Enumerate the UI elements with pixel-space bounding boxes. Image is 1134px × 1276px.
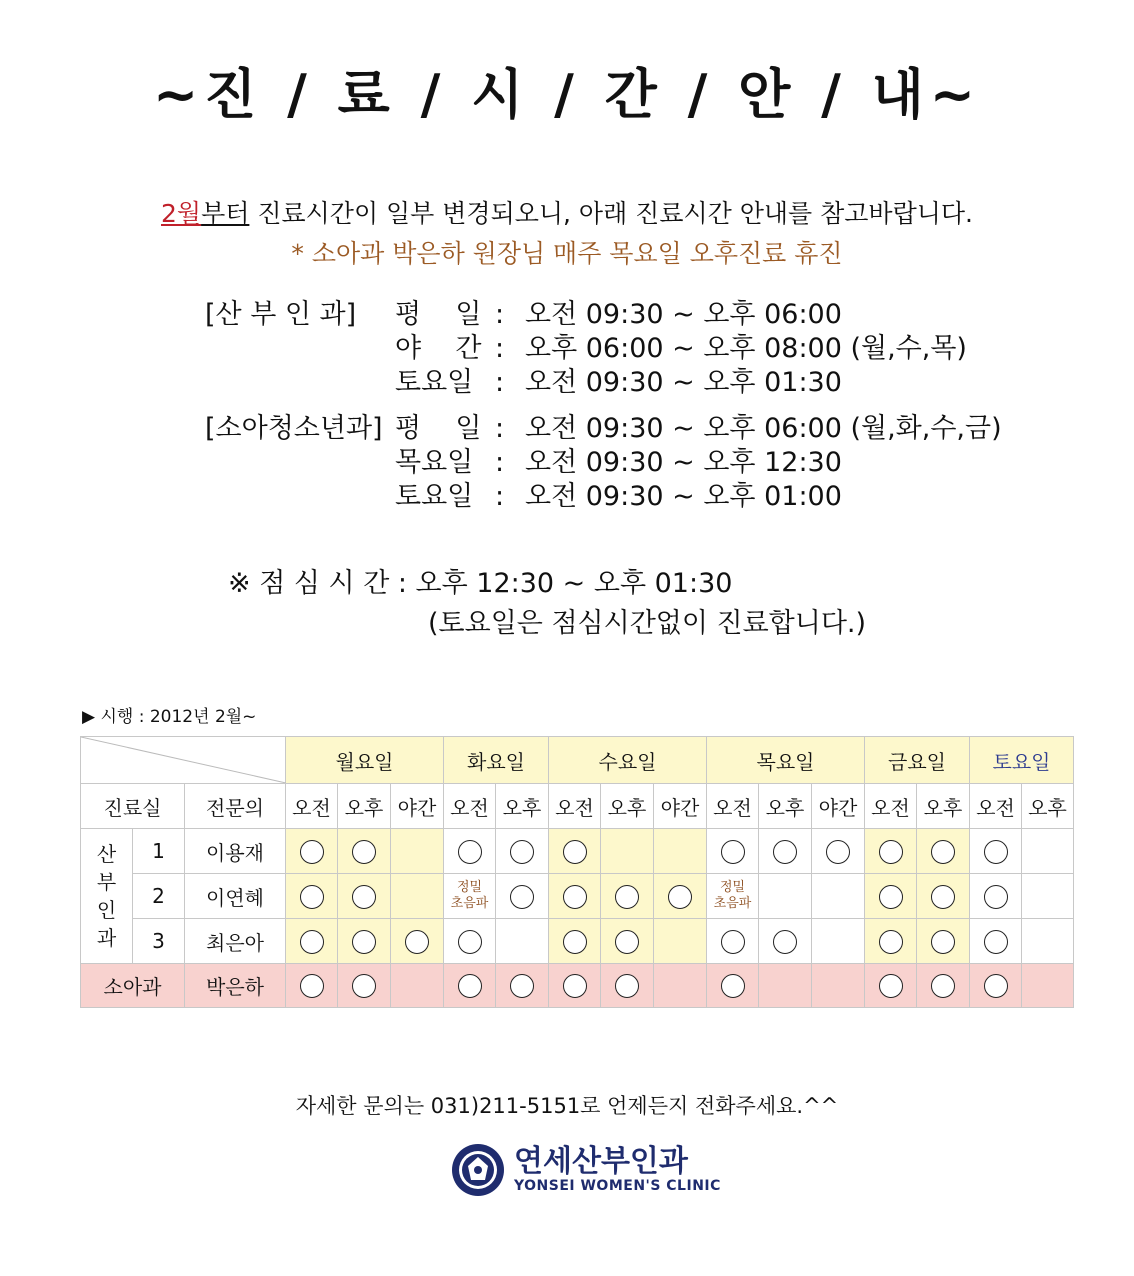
slot-cell <box>812 964 865 1008</box>
hours-day: 토요일 <box>395 367 474 398</box>
slot-cell <box>391 919 444 964</box>
hours-colon: : <box>495 413 505 444</box>
ultrasound-note: 초음파 <box>713 896 752 911</box>
available-circle-icon <box>458 974 482 998</box>
available-circle-icon <box>300 840 324 864</box>
slot-cell <box>970 919 1022 964</box>
notice-month: 2월 <box>161 199 202 228</box>
slot-cell <box>286 874 338 919</box>
day-header: 수요일 <box>549 737 707 784</box>
logo-text <box>514 1146 721 1194</box>
slot-cell <box>549 874 601 919</box>
slot-cell <box>707 829 759 874</box>
slot-cell <box>865 964 917 1008</box>
slot-cell <box>338 829 391 874</box>
slot-cell <box>549 964 601 1008</box>
slot-header: 오후 <box>1022 784 1074 829</box>
notice-text: 진료시간이 일부 변경되오니, 아래 진료시간 안내를 참고바랍니다. <box>249 199 973 228</box>
available-circle-icon <box>773 930 797 954</box>
available-circle-icon <box>510 974 534 998</box>
slot-cell <box>707 919 759 964</box>
slot-header: 오전 <box>286 784 338 829</box>
slot-cell <box>759 919 812 964</box>
slot-cell <box>970 874 1022 919</box>
available-circle-icon <box>615 885 639 909</box>
contact-footer: 자세한 문의는 031)211-5151로 언제든지 전화주세요.^^ <box>295 1094 839 1118</box>
available-circle-icon <box>352 885 376 909</box>
hours-row <box>205 298 1002 332</box>
doctor-name: 이연혜 <box>185 874 286 919</box>
available-circle-icon <box>300 885 324 909</box>
effective-date: ▶ 시행 : 2012년 2월~ <box>82 707 257 727</box>
hours-colon: : <box>495 333 505 364</box>
available-circle-icon <box>300 930 324 954</box>
available-circle-icon <box>563 930 587 954</box>
slot-cell <box>654 919 707 964</box>
slot-cell <box>286 919 338 964</box>
hours-dept <box>205 332 395 366</box>
logo-english: YONSEI WOMEN'S CLINIC <box>514 1178 721 1194</box>
slot-cell <box>1022 829 1074 874</box>
slot-header: 오전 <box>707 784 759 829</box>
slot-cell <box>286 829 338 874</box>
available-circle-icon <box>352 974 376 998</box>
slot-header: 오후 <box>917 784 970 829</box>
slot-cell <box>865 829 917 874</box>
hours-colon: : <box>495 367 505 398</box>
available-circle-icon <box>300 974 324 998</box>
slot-cell <box>496 874 549 919</box>
slot-cell <box>601 964 654 1008</box>
ultrasound-note: 정밀 <box>719 880 746 895</box>
slot-cell <box>917 829 970 874</box>
available-circle-icon <box>721 974 745 998</box>
lunch-note: (토요일은 점심시간없이 진료합니다.) <box>428 608 867 639</box>
slot-header: 오전 <box>865 784 917 829</box>
hours-day: 평 일 <box>395 299 482 330</box>
available-circle-icon <box>563 840 587 864</box>
room-number: 3 <box>133 919 185 964</box>
day-header: 목요일 <box>707 737 865 784</box>
day-header: 월요일 <box>286 737 444 784</box>
slot-cell <box>1022 919 1074 964</box>
slot-header: 오후 <box>338 784 391 829</box>
available-circle-icon <box>984 840 1008 864</box>
hours-time: 오전 09:30 ~ 오후 06:00 (월,화,수,금) <box>525 413 1002 444</box>
slot-header: 오전 <box>549 784 601 829</box>
slot-cell <box>812 829 865 874</box>
slot-cell <box>444 829 496 874</box>
hours-dept: [산 부 인 과] <box>205 299 357 330</box>
page-title: ~진 / 료 / 시 / 간 / 안 / 내~ <box>152 63 982 126</box>
slot-cell <box>759 829 812 874</box>
room-number: 2 <box>133 874 185 919</box>
slot-cell <box>654 964 707 1008</box>
available-circle-icon <box>931 840 955 864</box>
available-circle-icon <box>879 840 903 864</box>
room-header: 진료실 <box>81 784 185 829</box>
lunch-time: ※ 점 심 시 간 : 오후 12:30 ~ 오후 01:30 <box>228 568 733 599</box>
slot-cell <box>917 964 970 1008</box>
hours-day: 토요일 <box>395 481 474 512</box>
slot-cell <box>812 874 865 919</box>
hours-row <box>205 446 1002 480</box>
slot-cell <box>338 964 391 1008</box>
hours-day: 목요일 <box>395 447 474 478</box>
dept-obgyn <box>81 829 133 964</box>
available-circle-icon <box>721 930 745 954</box>
slot-cell <box>391 874 444 919</box>
hours-colon: : <box>495 481 505 512</box>
hours-block <box>205 298 1002 514</box>
hours-dept <box>205 446 395 480</box>
available-circle-icon <box>931 930 955 954</box>
corner-cell <box>81 737 286 784</box>
available-circle-icon <box>510 840 534 864</box>
slot-cell <box>391 829 444 874</box>
schedule-table <box>80 736 1074 1008</box>
available-circle-icon <box>510 885 534 909</box>
ultrasound-note: 초음파 <box>450 896 489 911</box>
slot-cell <box>549 919 601 964</box>
slot-cell <box>970 964 1022 1008</box>
notice-sub: * 소아과 박은하 원장님 매주 목요일 오후진료 휴진 <box>291 239 843 268</box>
slot-header: 야간 <box>654 784 707 829</box>
slot-cell-note <box>707 874 759 919</box>
slot-cell <box>286 964 338 1008</box>
slot-header: 오후 <box>759 784 812 829</box>
hours-row <box>205 480 1002 514</box>
hours-row <box>205 412 1002 446</box>
slot-cell <box>865 919 917 964</box>
slot-cell <box>496 919 549 964</box>
day-header-saturday: 토요일 <box>970 737 1074 784</box>
slot-cell <box>865 874 917 919</box>
corner-diagonal <box>81 737 286 783</box>
slot-cell <box>707 964 759 1008</box>
available-circle-icon <box>984 930 1008 954</box>
available-circle-icon <box>826 840 850 864</box>
yonsei-seal-icon <box>450 1142 506 1198</box>
dept-char: 인 <box>96 898 117 922</box>
available-circle-icon <box>615 974 639 998</box>
hours-row <box>205 366 1002 400</box>
hours-dept <box>205 366 395 400</box>
slot-cell <box>549 829 601 874</box>
slot-header: 오전 <box>970 784 1022 829</box>
hours-group-obgyn <box>205 298 1002 400</box>
slot-cell <box>917 919 970 964</box>
logo-korean: 연세산부인과 <box>514 1144 688 1179</box>
hours-time: 오전 09:30 ~ 오후 01:00 <box>525 481 842 512</box>
slot-cell <box>970 829 1022 874</box>
hours-colon: : <box>495 447 505 478</box>
dept-char: 부 <box>96 870 117 894</box>
available-circle-icon <box>879 930 903 954</box>
slot-cell <box>759 964 812 1008</box>
available-circle-icon <box>352 930 376 954</box>
dept-char: 과 <box>96 926 117 950</box>
available-circle-icon <box>879 974 903 998</box>
available-circle-icon <box>405 930 429 954</box>
doctor-name: 이용재 <box>185 829 286 874</box>
slot-cell <box>917 874 970 919</box>
room-number: 1 <box>133 829 185 874</box>
doctor-name: 박은하 <box>185 964 286 1008</box>
slot-cell <box>338 919 391 964</box>
doctor-header: 전문의 <box>185 784 286 829</box>
available-circle-icon <box>879 885 903 909</box>
slot-cell <box>1022 874 1074 919</box>
hours-dept <box>205 480 395 514</box>
slot-cell <box>601 829 654 874</box>
notice-from: 부터 <box>201 199 250 228</box>
slot-cell <box>496 964 549 1008</box>
hours-group-peds <box>205 412 1002 514</box>
day-header: 금요일 <box>865 737 970 784</box>
available-circle-icon <box>931 885 955 909</box>
ultrasound-note: 정밀 <box>456 880 483 895</box>
slot-cell <box>444 964 496 1008</box>
slot-cell <box>654 829 707 874</box>
slot-cell <box>391 964 444 1008</box>
hours-dept: [소아청소년과] <box>205 413 383 444</box>
slot-cell <box>1022 964 1074 1008</box>
slot-cell <box>338 874 391 919</box>
slot-header: 오후 <box>601 784 654 829</box>
slot-header: 오전 <box>444 784 496 829</box>
available-circle-icon <box>931 974 955 998</box>
slot-header: 오후 <box>496 784 549 829</box>
slot-header: 야간 <box>812 784 865 829</box>
available-circle-icon <box>984 974 1008 998</box>
slot-cell <box>601 919 654 964</box>
hours-time: 오전 09:30 ~ 오후 01:30 <box>525 367 842 398</box>
available-circle-icon <box>563 974 587 998</box>
clinic-logo <box>450 1142 721 1198</box>
available-circle-icon <box>458 930 482 954</box>
dept-char: 산 <box>96 842 117 866</box>
available-circle-icon <box>984 885 1008 909</box>
available-circle-icon <box>458 840 482 864</box>
slot-cell-note <box>444 874 496 919</box>
available-circle-icon <box>668 885 692 909</box>
slot-cell <box>654 874 707 919</box>
available-circle-icon <box>352 840 376 864</box>
dept-peds: 소아과 <box>81 964 185 1008</box>
hours-day: 야 간 <box>395 333 482 364</box>
hours-colon: : <box>495 299 505 330</box>
hours-time: 오전 09:30 ~ 오후 06:00 <box>525 299 842 330</box>
slot-cell <box>496 829 549 874</box>
day-header: 화요일 <box>444 737 549 784</box>
slot-cell <box>444 919 496 964</box>
hours-row <box>205 332 1002 366</box>
available-circle-icon <box>563 885 587 909</box>
available-circle-icon <box>615 930 639 954</box>
available-circle-icon <box>721 840 745 864</box>
slot-header: 야간 <box>391 784 444 829</box>
hours-time: 오후 06:00 ~ 오후 08:00 (월,수,목) <box>525 333 967 364</box>
hours-day: 평 일 <box>395 413 482 444</box>
notice-line <box>0 194 1134 230</box>
slot-cell <box>812 919 865 964</box>
slot-cell <box>759 874 812 919</box>
hours-time: 오전 09:30 ~ 오후 12:30 <box>525 447 842 478</box>
slot-cell <box>601 874 654 919</box>
doctor-name: 최은아 <box>185 919 286 964</box>
available-circle-icon <box>773 840 797 864</box>
